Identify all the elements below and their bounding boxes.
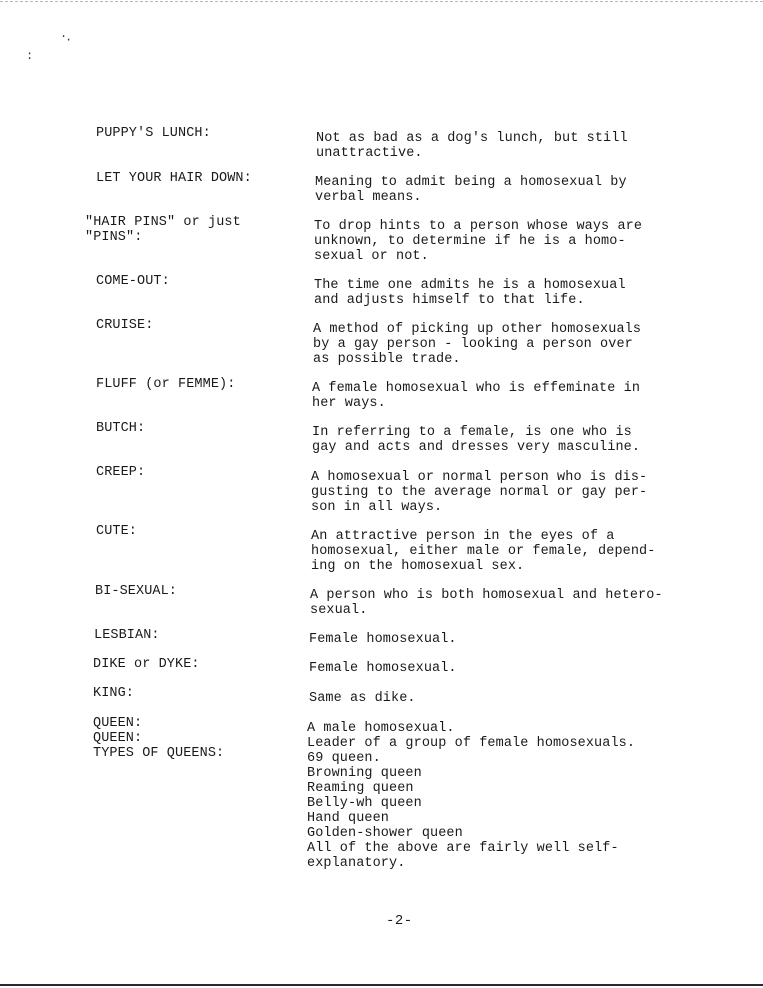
glossary-term: BI-SEXUAL: [95, 584, 178, 599]
glossary-term: BUTCH: [96, 421, 146, 436]
glossary-definition: A female homosexual who is effeminate in her ways. [312, 381, 641, 411]
glossary-term: "HAIR PINS" or just "PINS": [85, 215, 241, 245]
glossary-definition: Female homosexual. [309, 632, 457, 647]
glossary-definition: A homosexual or normal person who is dis- gusting to the average normal or gay per- son in all ways. [311, 470, 648, 515]
glossary-term: CRUISE: [96, 318, 154, 333]
glossary-term: DIKE or DYKE: [93, 657, 200, 672]
scan-speck: : [26, 49, 34, 63]
glossary-term: PUPPY'S LUNCH: [96, 126, 211, 141]
glossary-definition: An attractive person in the eyes of a homosexual, either male or female, depend- ing on the homosexual sex. [311, 529, 656, 574]
glossary-term: CREEP: [96, 465, 146, 480]
glossary-definition: To drop hints to a person whose ways are unknown, to determine if he is a homo- sexual or not. [314, 219, 643, 264]
glossary-term: KING: [93, 686, 135, 701]
page-number: -2- [386, 913, 413, 929]
glossary-definition: Female homosexual. [309, 661, 457, 676]
scan-speck: · [65, 33, 73, 47]
top-page-edge [0, 1, 763, 2]
glossary-term: QUEEN: QUEEN: TYPES OF QUEENS: [93, 716, 225, 761]
glossary-term: COME-OUT: [96, 274, 170, 289]
glossary-definition: A method of picking up other homosexuals by a gay person - looking a person over as possible trade. [313, 322, 642, 367]
glossary-definition: A male homosexual. Leader of a group of female homosexuals. 69 queen. Browning queen Reaming queen Belly-wh queen Hand queen Golden-shower queen All of the above are fairly well self- explanatory. [307, 721, 636, 871]
scan-speck: . [60, 27, 68, 41]
glossary-term: LET YOUR HAIR DOWN: [96, 171, 252, 186]
glossary-definition: A person who is both homosexual and hetero- sexual. [310, 588, 663, 618]
glossary-definition: In referring to a female, is one who is gay and acts and dresses very masculine. [312, 425, 641, 455]
glossary-definition: The time one admits he is a homosexual and adjusts himself to that life. [314, 278, 626, 308]
glossary-definition: Same as dike. [309, 691, 416, 706]
bottom-page-edge [0, 984, 763, 986]
glossary-definition: Not as bad as a dog's lunch, but still unattractive. [316, 131, 628, 161]
glossary-term: CUTE: [96, 524, 138, 539]
glossary-term: FLUFF (or FEMME): [96, 377, 236, 392]
glossary-term: LESBIAN: [94, 628, 160, 643]
glossary-definition: Meaning to admit being a homosexual by verbal means. [315, 175, 627, 205]
